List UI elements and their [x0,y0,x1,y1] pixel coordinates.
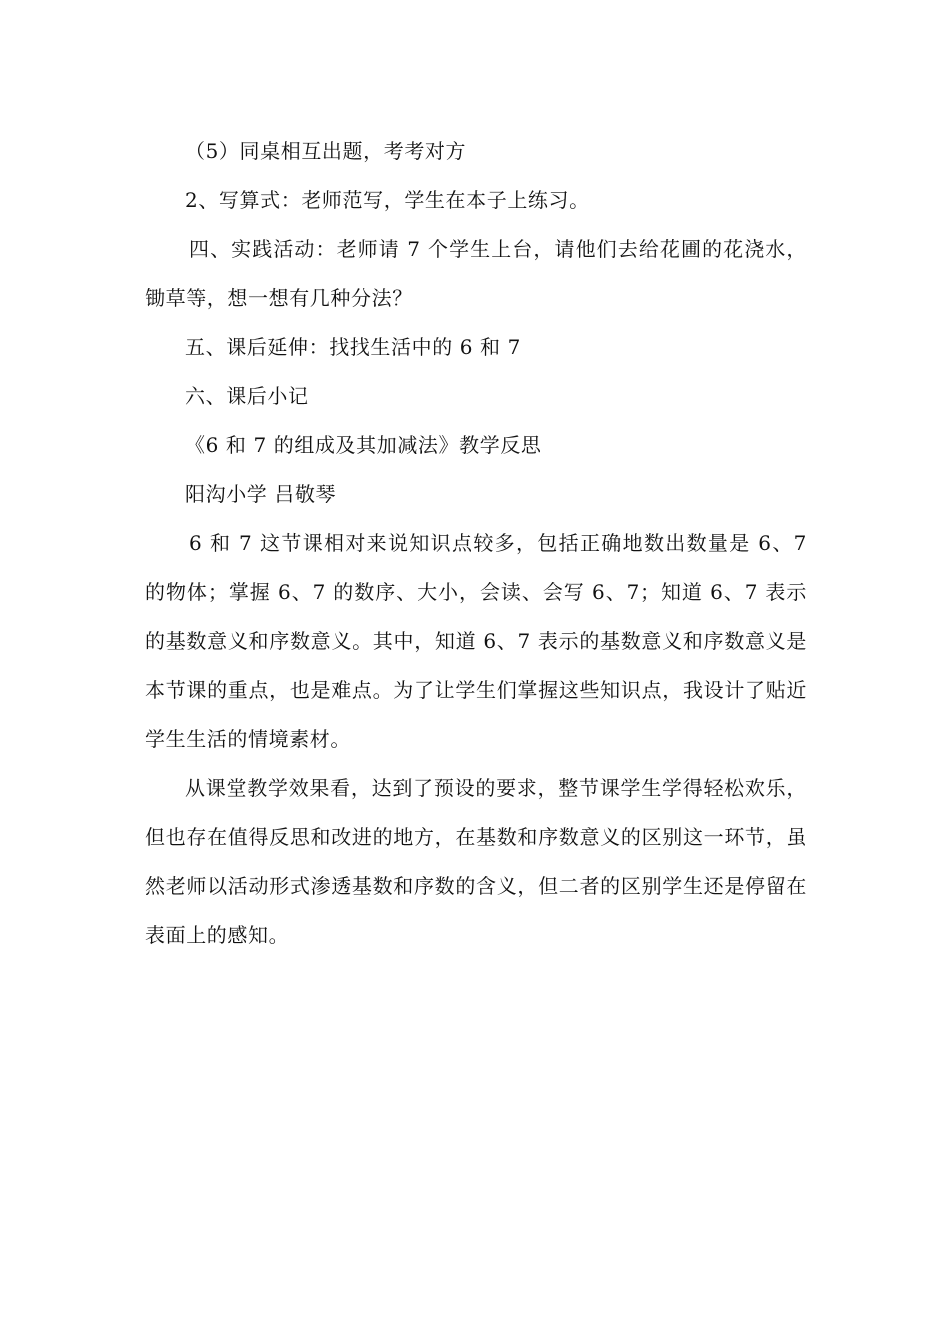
paragraph-practice-activity: 四、实践活动：老师请 7 个学生上台，请他们去给花圃的花浇水，锄草等，想一想有几种分法？ [145,237,807,310]
paragraph-desk-mate-quiz: （5）同桌相互出题，考考对方 [185,139,467,163]
paragraph-reflection-effect: 从课堂教学效果看，达到了预设的要求，整节课学生学得轻松欢乐，但也存在值得反思和改进的地方，在基数和序数意义的区别这一环节，虽然老师以活动形式渗透基数和序数的含义，但二者的区别学生还是停留在表面上的感知。 [145,776,807,947]
paragraph-after-class-notes: 六、课后小记 [185,384,309,408]
document-body [145,127,807,960]
paragraph-write-equations: 2、写算式：老师范写，学生在本子上练习。 [185,188,590,212]
paragraph-reflection-knowledge: 6 和 7 这节课相对来说知识点较多，包括正确地数出数量是 6、7 的物体；掌握 6、7 的数序、大小，会读、会写 6、7；知道 6、7 表示的基数意义和序数意义。其中，知道 6、7 表示的基数意义和序数意义是本节课的重点，也是难点。为了让学生们掌握这些知识点，我设计了贴近学生生活的情境素材。 [145,531,807,751]
author-line: 阳沟小学 吕敬琴 [185,482,337,506]
reflection-title: 《6 和 7 的组成及其加减法》教学反思 [185,433,542,457]
paragraph-after-class-extension: 五、课后延伸：找找生活中的 6 和 7 [185,335,521,359]
